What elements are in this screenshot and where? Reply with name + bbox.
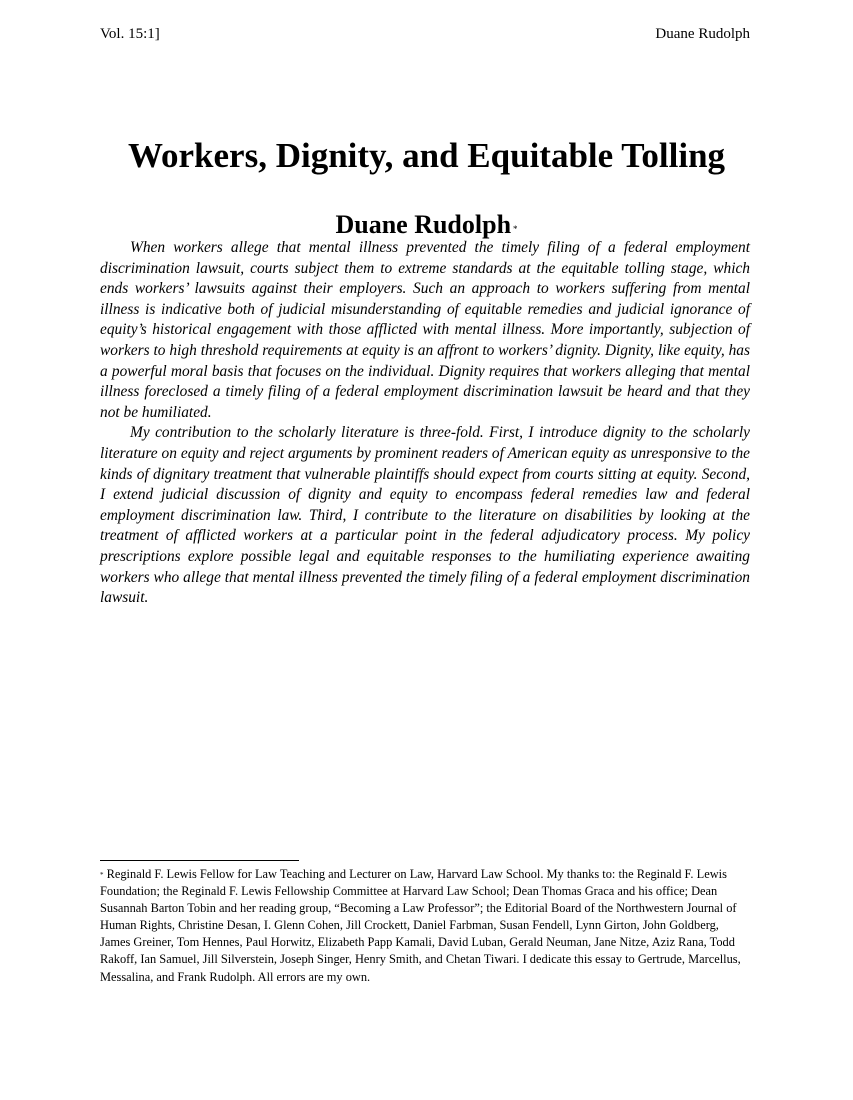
article-author [0,208,853,242]
author-footnote-marker[interactable]: * [513,224,518,234]
author-footnote [100,866,752,986]
abstract [100,238,750,609]
article-title: Workers, Dignity, and Equitable Tolling [127,136,726,175]
footnote-text: Reginald F. Lewis Fellow for Law Teaching and Lecturer on Law, Harvard Law School. My thanks to: the Reginald F. Lewis Foundation; the Reginald F. Lewis Fellowship Committee at Harvard Law School; Dean Thomas Graca and his office; Dean Susannah Barton Tobin and her reading group, “Becoming a Law Professor”; the Editorial Board of the Northwestern Journal of Human Rights, Christine Desan, I. Glenn Cohen, Jill Crockett, Daniel Farbman, Susan Fendell, Lynn Girton, John Goldberg, James Greiner, Tom Hennes, Paul Horwitz, Elizabeth Papp Kamali, David Luban, Gerald Neuman, Jane Nitze, Aziz Rana, Todd Rakoff, Ian Samuel, Jill Silverstein, Joseph Singer, Henry Smith, and Chetan Tiwari. I dedicate this essay to Gertrude, Marcellus, Messalina, and Frank Rudolph. All errors are my own. [100,867,741,984]
footnote-marker: * [100,871,104,879]
running-header [100,24,750,44]
abstract-paragraph-1: When workers allege that mental illness prevented the timely filing of a federal employment discrimination lawsuit, courts subject them to extreme standards at the equitable tolling stage, which ends workers’ lawsuits against their employers. Such an approach to workers suffering from mental illness is indicative both of judicial misunderstanding of equitable remedies and judicial ignorance of equity’s historical engagement with those afflicted with mental illness. More importantly, subjection of workers to high threshold requirements at equity is an affront to workers’ dignity. Dignity, like equity, has a powerful moral basis that focuses on the individual. Dignity requires that workers alleging that mental illness foreclosed a timely filing of a federal employment discrimination lawsuit be heard and that they not be humiliated. [100,239,750,421]
abstract-paragraph-2: My contribution to the scholarly literature is three-fold. First, I introduce dignity to the scholarly literature on equity and reject arguments by prominent readers of American equity as unresponsive to the kinds of dignitary treatment that vulnerable plaintiffs should expect from courts sitting at equity. Second, I extend judicial discussion of dignity and equity to encompass federal remedies law and federal employment discrimination law. Third, I contribute to the literature on disabilities by looking at the treatment of afflicted workers at a particular point in the federal adjudicatory process. My policy prescriptions explore possible legal and equitable responses to the humiliating experience awaiting workers who allege that mental illness prevented the timely filing of a federal employment discrimination lawsuit. [100,424,750,607]
footnote-divider [100,860,299,861]
volume-label: Vol. 15:1] [100,26,160,42]
running-author: Duane Rudolph [655,26,750,42]
author-name: Duane Rudolph [335,210,512,239]
